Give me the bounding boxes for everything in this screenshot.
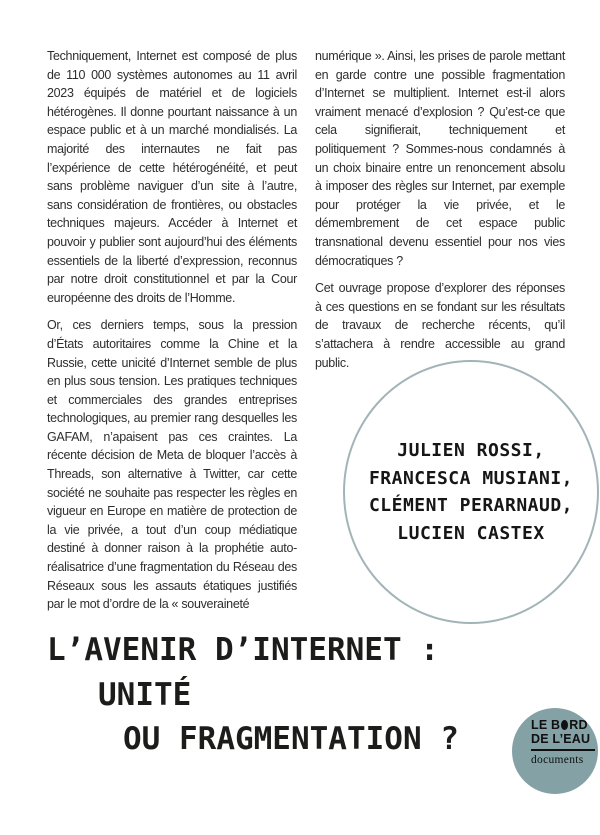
author-names	[369, 437, 573, 547]
author-name: FRANCESCA MUSIANI,	[368, 467, 574, 489]
bord-o-dot-icon	[561, 720, 568, 731]
publisher-name-line2: DE L’EAU	[531, 731, 591, 746]
synopsis-paragraph: Cet ouvrage propose d’explorer des réponses à ces questions en se fondant sur les résultats de travaux de recherche récents, qu’il s’attachera à rendre accessible au grand public.	[315, 281, 565, 370]
synopsis-paragraph: numérique ». Ainsi, les prises de parole mettant en garde contre une possible fragmentation d’Internet se multiplient. Internet est-il alors vraiment menacé d’explosion ? Qu’est-ce que cela signifierait, techniquement et politiquement ? Sommes-nous condamnés à un choix binaire entre un renoncement absolu à imposer des règles sur Internet, par exemple pour protéger la vie privée, et le démembrement de cet espace public transnational devenu essentiel pour nos vies démocratiques ?	[315, 49, 565, 268]
publisher-collection-label: documents	[531, 754, 584, 766]
synopsis-paragraph: Or, ces derniers temps, sous la pression d’États autoritaires comme la Chine et la Russie, cette unicité d’Internet semble de plus en plus sous tension. Les pratiques techniques et commerciales des grandes entreprises technologiques, au premier rang desquelles les GAFAM, n’apaisent pas ces craintes. La récente décision de Meta de bloquer l’accès à Threads, son alternative à Twitter, car cette société ne souhaite pas respecter les règles en vigueur en Europe en matière de protection de la vie privée, a tout d’un coup médiatique destiné à donner raison à la prophétie auto-réalisatrice d’une fragmentation du Réseau des Réseaux sous les assauts étatiques justifiés par le mot d’ordre de la « souveraineté	[47, 318, 297, 612]
synopsis-paragraph: Techniquement, Internet est composé de plus de 110 000 systèmes autonomes au 11 avril 2023 équipés de matériel et de logiciels hétérogènes. Il donne pourtant naissance à un espace public et à un marché mondialisés. La majorité des internautes ne fait pas l’expérience de cette hétérogénéité, et peut sans problème naviguer d’un site à l’autre, sans considération de frontières, ou obstacles techniques majeurs. Accéder à Internet et pouvoir y publier sont aujourd’hui des éléments essentiels de la liberté d’expression, reconnus par notre droit constitutionnel et par la Cour européenne des droits de l’Homme.	[47, 49, 297, 305]
book-title	[47, 628, 459, 762]
synopsis-left-column	[47, 47, 297, 614]
author-name: LUCIEN CASTEX	[397, 522, 545, 544]
publisher-name-text: LE B	[531, 718, 561, 732]
book-title-line3: OU FRAGMENTATION ?	[123, 721, 459, 757]
book-title-line2: UNITÉ	[98, 676, 192, 713]
publisher-logo	[512, 708, 598, 794]
publisher-divider	[531, 749, 595, 751]
author-name: JULIEN ROSSI,	[397, 440, 545, 461]
publisher-name-line1	[531, 719, 598, 733]
publisher-name-text: RD	[569, 718, 588, 732]
authors-circle	[343, 360, 599, 624]
book-title-line1: L’AVENIR D’INTERNET :	[47, 632, 439, 668]
author-name: CLÉMENT PERARNAUD,	[368, 495, 574, 516]
